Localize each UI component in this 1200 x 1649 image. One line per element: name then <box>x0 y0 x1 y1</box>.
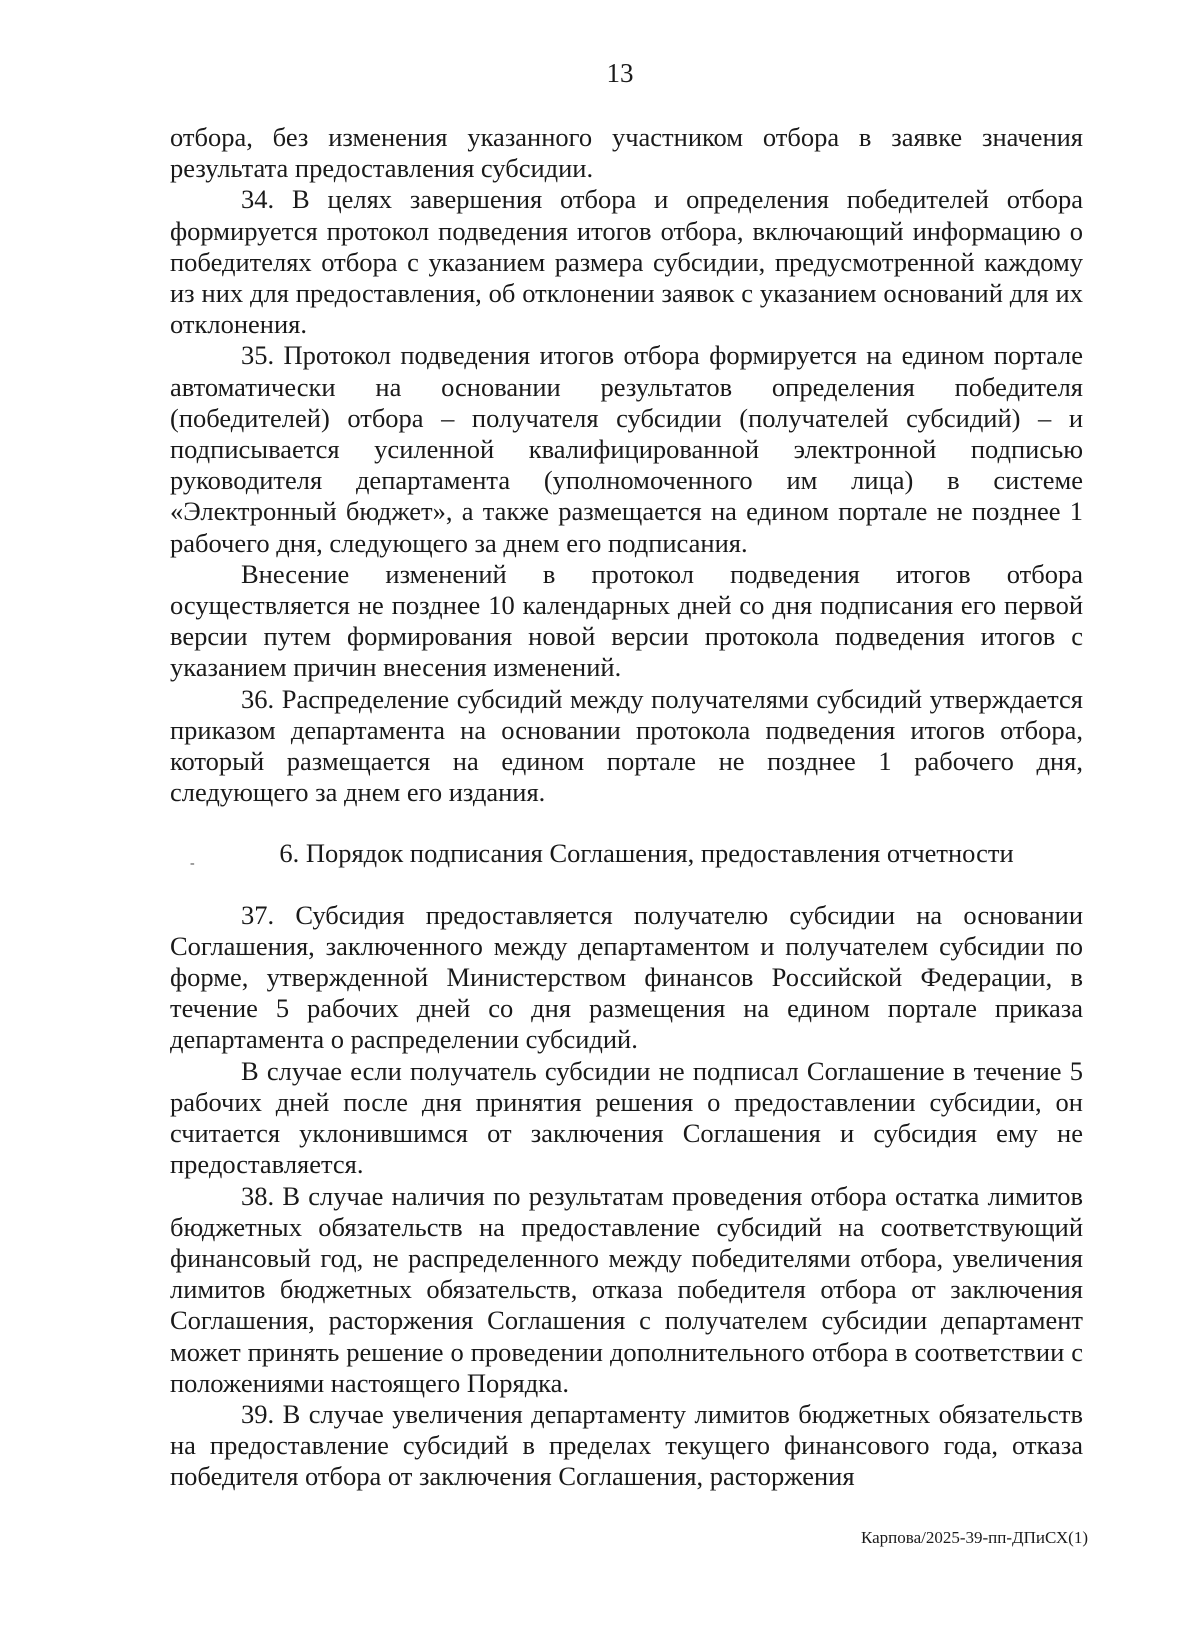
paragraph-34: 34. В целях завершения отбора и определения победителей отбора формируется протокол подведения итогов отбора, включающий информацию о победителях отбора с указанием размера субсидии, предусмотренной каждому из них для предоставления, об отклонении заявок с указанием оснований для их отклонения. <box>170 184 1083 340</box>
paragraph-35: 35. Протокол подведения итогов отбора формируется на едином портале автоматически на основании результатов определения победителя (победителей) отбора – получателя субсидии (получателей субсидий) – и подписывается усиленной квалифицированной электронной подписью руководителя департамента (уполномоченного им лица) в системе «Электронный бюджет», а также размещается на едином портале не позднее 1 рабочего дня, следующего за днем его подписания. <box>170 340 1083 558</box>
paragraph-38: 38. В случае наличия по результатам проведения отбора остатка лимитов бюджетных обязательств на предоставление субсидий на соответствующий финансовый год, не распределенного между победителями отбора, увеличения лимитов бюджетных обязательств, отказа победителя отбора от заключения Соглашения, расторжения Соглашения с получателем субсидии департамент может принять решение о проведении дополнительного отбора в соответствии с положениями настоящего Порядка. <box>170 1180 1083 1398</box>
page-number: 13 <box>606 58 634 88</box>
paragraph-39: 39. В случае увеличения департаменту лимитов бюджетных обязательств на предоставление субсидий в пределах текущего финансового года, отказа победителя отбора от заключения Соглашения, расторжения <box>170 1398 1083 1492</box>
section-6-heading-text: 6. Порядок подписания Соглашения, предоставления отчетности <box>279 838 1014 869</box>
document-body <box>170 122 1083 1493</box>
scan-mark: - <box>190 856 195 872</box>
paragraph-36: 36. Распределение субсидий между получателями субсидий утверждается приказом департамента на основании протокола подведения итогов отбора, который размещается на едином портале не позднее 1 рабочего дня, следующего за днем его издания. <box>170 683 1083 808</box>
document-code: Карпова/2025-39-пп-ДПиСХ(1) <box>861 1528 1088 1547</box>
paragraph-continuation: отбора, без изменения указанного участником отбора в заявке значения результата предоставления субсидии. <box>170 122 1083 184</box>
section-6-heading <box>170 838 1083 872</box>
paragraph-37: 37. Субсидия предоставляется получателю субсидии на основании Соглашения, заключенного между департаментом и получателем субсидии по форме, утвержденной Министерством финансов Российской Федерации, в течение 5 рабочих дней со дня размещения на едином портале приказа департамента о распределении субсидий. <box>170 899 1083 1055</box>
paragraph-37-evasion: В случае если получатель субсидии не подписал Соглашение в течение 5 рабочих дней после дня принятия решения о предоставлении субсидии, он считается уклонившимся от заключения Соглашения и субсидия ему не предоставляется. <box>170 1055 1083 1180</box>
paragraph-35-amendments: Внесение изменений в протокол подведения итогов отбора осуществляется не позднее 10 календарных дней со дня подписания его первой версии путем формирования новой версии протокола подведения итогов с указанием причин внесения изменений. <box>170 558 1083 683</box>
